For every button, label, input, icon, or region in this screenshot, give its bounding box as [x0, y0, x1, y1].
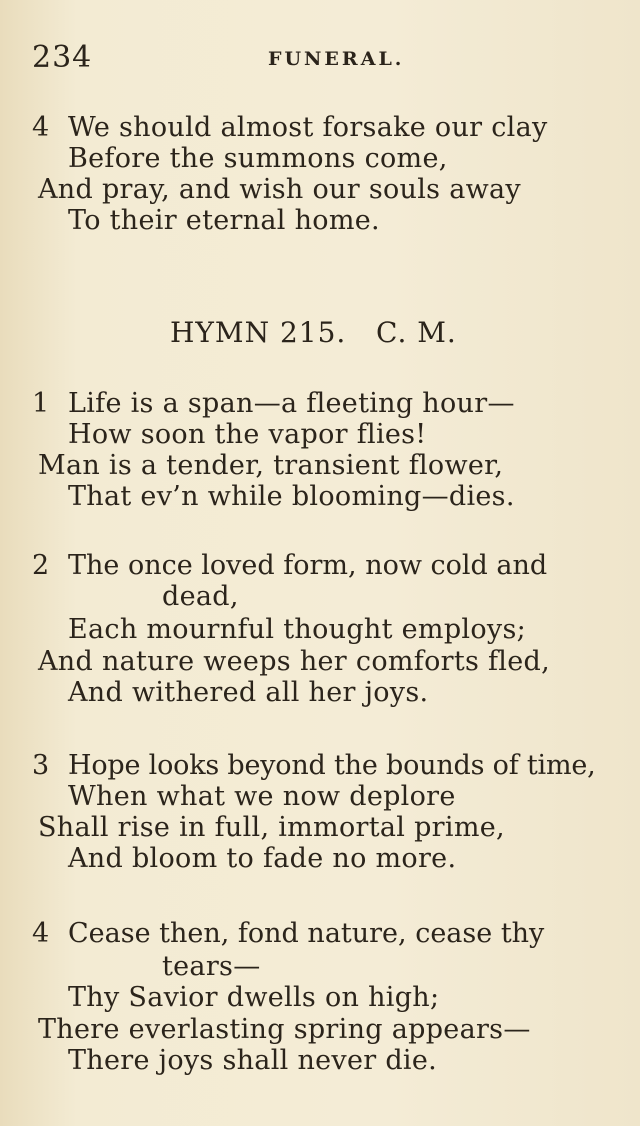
verse-line: There everlasting spring appears— [38, 1014, 531, 1045]
verse-line: Each mournful thought employs; [68, 614, 526, 645]
verse-line: Life is a span—a fleeting hour— [68, 388, 515, 419]
verse-line: Man is a tender, transient flower, [38, 450, 504, 481]
verse-line: That ev’n while blooming—dies. [68, 481, 515, 512]
verse-line: dead, [162, 581, 239, 612]
stanza-number: 2 [32, 550, 50, 581]
verse-line: Hope looks beyond the bounds of time, [68, 750, 596, 781]
verse-line: The once loved form, now cold and [68, 550, 548, 581]
verse-line: Thy Savior dwells on high; [68, 982, 440, 1013]
verse-line: And nature weeps her comforts fled, [38, 646, 550, 677]
page-header [0, 40, 640, 80]
verse-line: How soon the vapor flies! [68, 419, 427, 450]
verse-line: Before the summons come, [68, 143, 448, 174]
verse-line: There joys shall never die. [68, 1045, 438, 1076]
verse-line: And withered all her joys. [68, 677, 429, 708]
page-number: 234 [32, 40, 93, 75]
verse-line: Shall rise in full, immortal prime, [38, 812, 505, 843]
stanza-number: 1 [32, 388, 50, 419]
stanza-number: 3 [32, 750, 50, 781]
hymn-title: HYMN 215. C. M. [170, 316, 457, 349]
stanza-number: 4 [32, 112, 50, 143]
verse-line: And pray, and wish our souls away [38, 174, 521, 205]
verse-line: When what we now deplore [68, 781, 456, 812]
verse-line: Cease then, fond nature, cease thy [68, 918, 545, 949]
stanza-number: 4 [32, 918, 50, 949]
verse-line: To their eternal home. [68, 205, 380, 236]
verse-line: tears— [162, 951, 261, 982]
running-title: FUNERAL. [268, 48, 405, 70]
verse-line: And bloom to fade no more. [68, 843, 457, 874]
verse-line: We should almost forsake our clay [68, 112, 548, 143]
